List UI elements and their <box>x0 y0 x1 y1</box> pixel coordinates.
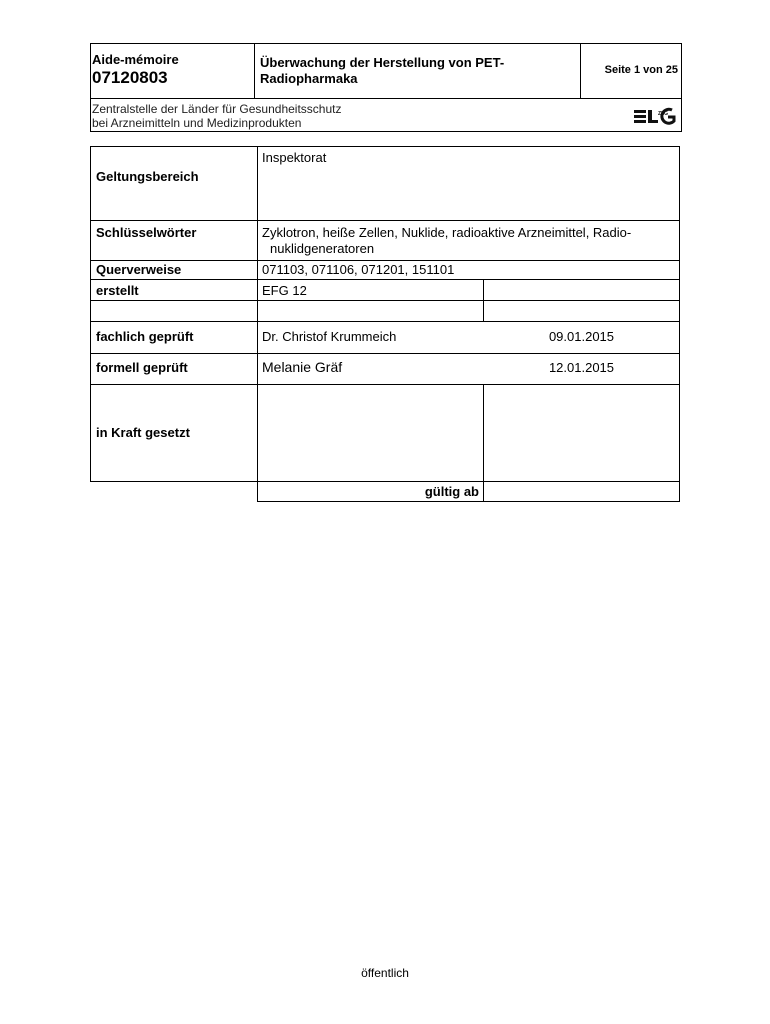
table-row-line-1 <box>90 220 680 221</box>
table-bottom <box>258 501 680 502</box>
doc-title-line-2: Radiopharmaka <box>260 71 358 86</box>
header-divider <box>90 98 682 99</box>
table-right-border <box>679 146 680 502</box>
table-row-line-6 <box>90 353 680 354</box>
page-info: Seite 1 von 25 <box>604 64 678 76</box>
value-fachlich-date: 09.01.2015 <box>548 329 615 344</box>
zlg-logo <box>632 106 680 126</box>
header-sep-1 <box>254 43 255 99</box>
svg-text:ZLG: ZLG <box>658 111 668 117</box>
value-formell-name: Melanie Gräf <box>262 359 343 375</box>
value-schluesselwoerter-line-1: Zyklotron, heiße Zellen, Nuklide, radioaktive Arzneimittel, Radio- <box>262 225 632 240</box>
table-row-line-3 <box>90 279 680 280</box>
table-left-border <box>90 146 91 482</box>
value-erstellt: EFG 12 <box>262 283 307 298</box>
value-geltungsbereich: Inspektorat <box>262 150 327 165</box>
table-col-sep-2a <box>483 279 484 321</box>
label-gueltig-ab: gültig ab <box>424 484 479 499</box>
organization-line-2: bei Arzneimitteln und Medizinprodukten <box>92 116 302 130</box>
value-fachlich-name: Dr. Christof Krummeich <box>262 329 397 344</box>
organization <box>92 102 341 130</box>
header-border-bottom <box>90 131 682 132</box>
table-row-line-5 <box>90 321 680 322</box>
table-row-line-7 <box>90 384 680 385</box>
label-geltungsbereich: Geltungsbereich <box>96 169 199 184</box>
table-col-sep-1 <box>257 146 258 502</box>
table-top <box>90 146 680 147</box>
doc-number: 07120803 <box>92 68 168 87</box>
value-schluesselwoerter-line-2: nuklidgeneratoren <box>270 241 375 256</box>
value-formell-date: 12.01.2015 <box>548 360 615 375</box>
table-row-line-2 <box>90 260 680 261</box>
label-fachlich-geprueft: fachlich geprüft <box>96 329 194 344</box>
doc-title <box>260 55 560 87</box>
header-border-right <box>681 43 682 132</box>
label-querverweise: Querverweise <box>96 262 182 277</box>
label-schluesselwoerter: Schlüsselwörter <box>96 225 197 240</box>
header-sep-2 <box>580 43 581 99</box>
label-in-kraft-gesetzt: in Kraft gesetzt <box>96 425 190 440</box>
label-formell-geprueft: formell geprüft <box>96 360 188 375</box>
value-querverweise: 071103, 071106, 071201, 151101 <box>262 262 455 277</box>
table-row-line-8 <box>90 481 680 482</box>
header-border-left <box>90 43 91 132</box>
organization-line-1: Zentralstelle der Länder für Gesundheitsschutz <box>92 102 342 116</box>
doc-title-line-1: Überwachung der Herstellung von PET- <box>260 55 505 70</box>
table-col-sep-2b <box>483 384 484 502</box>
value-schluesselwoerter <box>262 225 631 257</box>
classification-footer: öffentlich <box>361 966 409 980</box>
doc-type: Aide-mémoire <box>92 52 179 67</box>
table-row-line-4 <box>90 300 680 301</box>
header-border-top <box>90 43 682 44</box>
label-erstellt: erstellt <box>96 283 139 298</box>
